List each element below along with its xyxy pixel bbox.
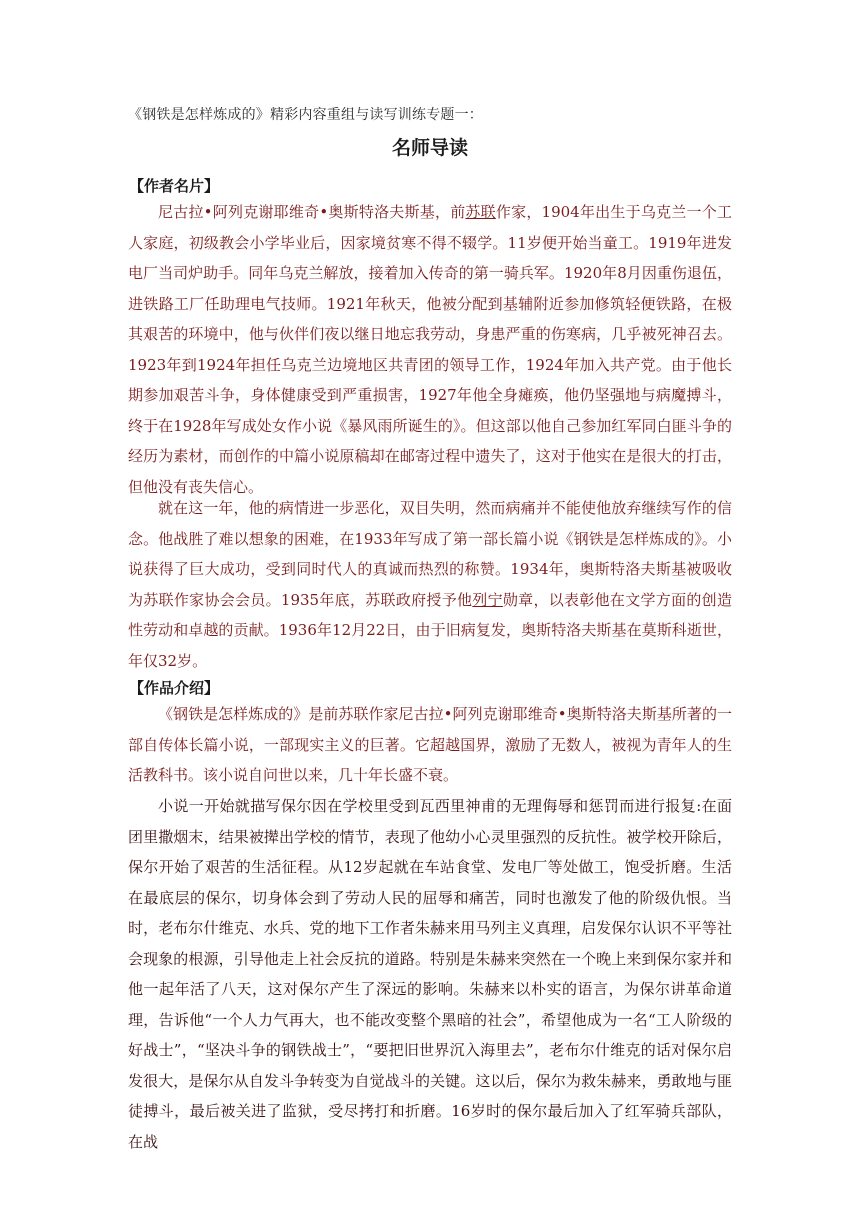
series-title: 《钢铁是怎样炼成的》精彩内容重组与读写训练专题一： <box>128 107 483 123</box>
author-p2-text-b: 勋章，以表彰他在文学方面的创造性劳动和卓越的贡献。1936年12月22日，由于旧病复发，奥斯特洛夫斯基在莫斯科逝世，年仅32岁。 <box>128 590 732 670</box>
page-title: 名师导读 <box>391 137 468 159</box>
work-paragraph-2: 小说一开始就描写保尔因在学校里受到瓦西里神甫的无理侮辱和惩罚而进行报复:在面团里撒烟末，结果被撵出学校的情节，表现了他幼小心灵里强烈的反抗性。被学校开除后，保尔开始了艰苦的生活征程。从12岁起就在车站食堂、发电厂等处做工，饱受折磨。生活在最底层的保尔，切身体会到了劳动人民的屈辱和痛苦，同时也激发了他的阶级仇恨。当时，老布尔什维克、水兵、党的地下工作者朱赫来用马列主义真理，启发保尔认识不平等社会现象的根源，引导他走上社会反抗的道路。特别是朱赫来突然在一个晚上来到保尔家并和他一起年活了八天，这对保尔产生了深远的影响。朱赫来以朴实的语言，为保尔讲革命道理，告诉他“一个人力气再大，也不能改变整个黑暗的社会”，希望他成为一名“工人阶级的好战士”，“坚决斗争的钢铁战士”，“要把旧世界沉入海里去”，老布尔什维克的话对保尔启发很大，是保尔从自发斗争转变为自觉战斗的关键。这以后，保尔为救朱赫来，勇敢地与匪徒搏斗，最后被关进了监狱，受尽拷打和折磨。16岁时的保尔最后加入了红军骑兵部队，在战 <box>128 797 732 1151</box>
work-section-heading: 【作品介绍】 <box>129 679 220 697</box>
work-paragraph-1: 《钢铁是怎样炼成的》是前苏联作家尼古拉•阿列克谢耶维奇•奥斯特洛夫斯基所著的一部自传体长篇小说，一部现实主义的巨著。它超越国界，激励了无数人，被视为青年人的生活教科书。该小说自问世以来，几十年长盛不衰。 <box>128 705 732 784</box>
author-section-heading: 【作者名片】 <box>129 177 220 195</box>
link-lenin[interactable]: 列宁 <box>472 590 503 609</box>
author-p2-text-a: 就在这一年，他的病情进一步恶化，双目失明，然而病痛并不能使他放弃继续写作的信念。他战胜了难以想象的困难，在1933年写成了第一部长篇小说《钢铁是怎样炼成的》。小说获得了巨大成功，受到同时代人的真诚而热烈的称赞。1934年，奥斯特洛夫斯基被吸收为苏联作家协会会员。1935年底，苏联政府授予他 <box>128 499 732 609</box>
author-p1-text-b: 作家，1904年出生于乌克兰一个工人家庭，初级教会小学毕业后，因家境贫寒不得不辍学。11岁便开始当童工。1919年进发电厂当司炉助手。同年乌克兰解放，接着加入传奇的第一骑兵军。1920年8月因重伤退伍，进铁路工厂任助理电气技师。1921年秋天，他被分配到基辅附近参加修筑轻便铁路，在极其艰苦的环境中，他与伙伴们夜以继日地忘我劳动，身患严重的伤寒病，几乎被死神召去。1923年到1924年担任乌克兰边境地区共青团的领导工作，1924年加入共产党。由于他长期参加艰苦斗争，身体健康受到严重损害，1927年他全身瘫痪，他仍坚强地与病魔搏斗，终于在1928年写成处女作小说《暴风雨所诞生的》。但这部以他自己参加红军同白匪斗争的经历为素材，而创作的中篇小说原稿却在邮寄过程中遗失了，这对于他实在是很大的打击，但他没有丧失信心。 <box>128 203 732 496</box>
author-paragraph-2 <box>128 493 732 676</box>
link-soviet-union[interactable]: 苏联 <box>465 203 496 221</box>
author-p1-text-a: 尼古拉•阿列克谢耶维奇•奥斯特洛夫斯基，前 <box>158 203 466 221</box>
author-paragraph-1 <box>128 197 732 502</box>
